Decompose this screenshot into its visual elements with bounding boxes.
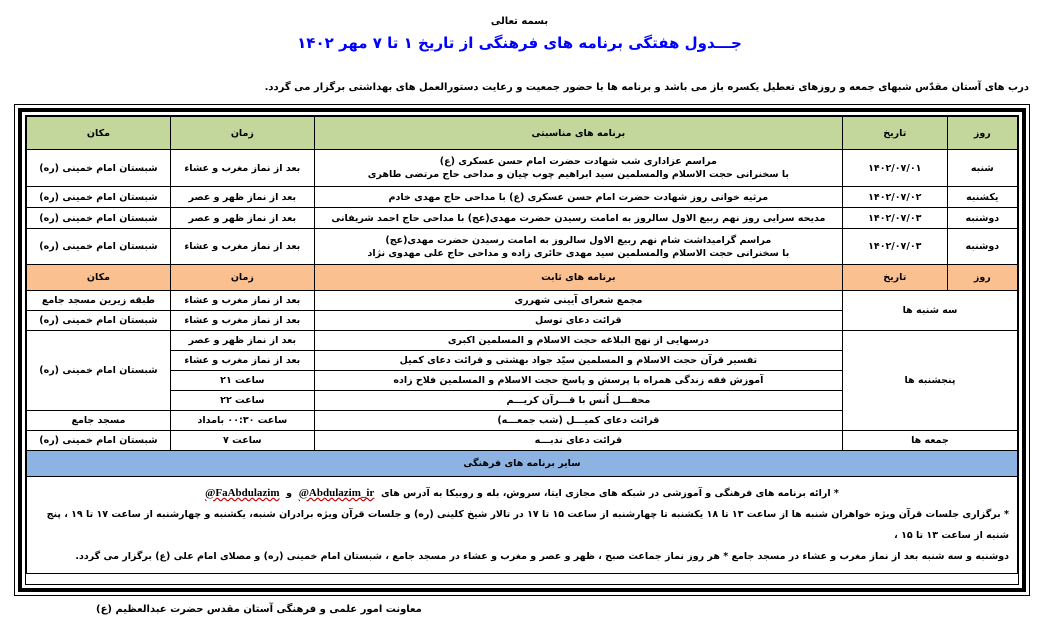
row-place: شبستان امام خمینی (ره)	[27, 311, 171, 331]
row-program: آموزش فقه زندگی همراه با پرسش و پاسخ حجت الاسلام و المسلمین فلاح زاده	[314, 371, 842, 391]
row-time: بعد از نماز مغرب و عشاء	[170, 351, 314, 371]
row-time: بعد از نماز ظهر و عصر	[170, 331, 314, 351]
occasional-header-row	[27, 117, 1018, 150]
header-date: تاریخ	[842, 117, 947, 150]
header-program: برنامه های ثابت	[314, 265, 842, 291]
note-congregational-prayer: دوشنبه و سه شنبه بعد از نماز مغرب و عشاء در مسجد جامع * هر روز نماز جماعت صبح ، ظهر و عصر و مغرب و عشاء در مسجد جامع ، شبستان امام خمینی (ره) و مصلای امام علی (ع) برگزار می گردد.	[75, 551, 1009, 562]
row-time: بعد از نماز مغرب و عشاء	[170, 291, 314, 311]
intro-text: درب های آستان مقدّس شبهای جمعه و روزهای تعطیل یکسره باز می باشد و برنامه ها با حضور جمعیت و رعایت دستورالعمل های بهداشتی برگزار می گردد.	[264, 82, 1029, 93]
row-place: شبستان امام خمینی (ره)	[27, 187, 171, 208]
other-header-row	[27, 451, 1018, 477]
row-time: ساعت ۲۱	[170, 371, 314, 391]
header-date: تاریخ	[842, 265, 947, 291]
row-day-group: جمعه ها	[842, 431, 1017, 451]
table-row	[27, 208, 1018, 229]
row-day-group: سه شنبه ها	[842, 291, 1017, 331]
row-program	[314, 229, 842, 265]
row-day: دوشنبه	[947, 208, 1017, 229]
table-container	[25, 115, 1019, 585]
notes-cell	[27, 477, 1018, 574]
row-program: مجمع شعرای آیینی شهرری	[314, 291, 842, 311]
header-day: روز	[947, 265, 1017, 291]
row-day: شنبه	[947, 150, 1017, 187]
row-program: قرائت دعای ندبـــه	[314, 431, 842, 451]
row-place: مسجد جامع	[27, 411, 171, 431]
header-day: روز	[947, 117, 1017, 150]
row-time: ساعت ۲۲	[170, 391, 314, 411]
program-line: با سخنرانی حجت الاسلام والمسلمین سید مهدی حائری زاده و مداحی حاج علی مهدوی نژاد	[367, 247, 790, 259]
schedule-table	[26, 116, 1018, 574]
row-date: ۱۴۰۲/۰۷/۰۳	[842, 229, 947, 265]
bismillah-heading: بسمه تعالی	[490, 16, 549, 27]
note-quran-sessions: * برگزاری جلسات قرآن ویژه خواهران شنبه ها از ساعت ۱۳ تا ۱۸ یکشنبه تا چهارشنبه از ساعت ۱۵ تا ۱۷ در تالار شیخ کلینی (ره) و جلسات قرآن ویژه برادران شنبه، یکشنبه و چهارشنبه از ساعت ۱۷ تا ۱۹ ، پنج شنبه از ساعت ۱۳ تا ۱۵ ،	[46, 509, 1009, 541]
table-row	[27, 291, 1018, 311]
header-time: زمان	[170, 265, 314, 291]
program-line: مراسم گرامیداشت شام نهم ربیع الاول سالروز به امامت رسیدن حضرت مهدی(عج)	[385, 234, 772, 246]
fixed-header-row	[27, 265, 1018, 291]
other-programs-header: سایر برنامه های فرهنگی	[27, 451, 1018, 477]
program-line: با سخنرانی حجت الاسلام والمسلمین سید ابراهیم چوب چیان و مداحی حاج مرتضی طاهری	[367, 169, 789, 180]
row-place: طبقه زیرین مسجد جامع	[27, 291, 171, 311]
table-frame-thick-border	[18, 108, 1026, 592]
note-social-text: * ارائه برنامه های فرهنگی و آموزشی در شبکه های مجازی ایتا، سروش، بله و روبیکا به آدرس های	[380, 488, 839, 499]
row-time: بعد از نماز ظهر و عصر	[170, 208, 314, 229]
row-program: تفسیر قرآن حجت الاسلام و المسلمین سیّد جواد بهشتی و قرائت دعای کمیل	[314, 351, 842, 371]
row-day: دوشنبه	[947, 229, 1017, 265]
row-day-group: پنجشنبه ها	[842, 331, 1017, 431]
row-place: شبستان امام خمینی (ره)	[27, 431, 171, 451]
row-time: بعد از نماز ظهر و عصر	[170, 187, 314, 208]
row-place: شبستان امام خمینی (ره)	[27, 150, 171, 187]
header-place: مکان	[27, 117, 171, 150]
note-social-media	[35, 483, 1009, 504]
table-row	[27, 187, 1018, 208]
row-time: بعد از نماز مغرب و عشاء	[170, 150, 314, 187]
table-frame	[14, 104, 1030, 596]
row-program: محفـــل اُنس با قـــرآن کریـــم	[314, 391, 842, 411]
row-place: شبستان امام خمینی (ره)	[27, 331, 171, 411]
and-word: و	[286, 488, 293, 499]
table-row	[27, 150, 1018, 187]
row-program: درسهایی از نهج البلاغه حجت الاسلام و المسلمین اکبری	[314, 331, 842, 351]
row-program	[314, 150, 842, 187]
row-place: شبستان امام خمینی (ره)	[27, 208, 171, 229]
notes-row	[27, 477, 1018, 574]
handle-faabdulazim[interactable]: @FaAbdulazim	[205, 487, 280, 499]
table-row	[27, 331, 1018, 351]
table-row	[27, 431, 1018, 451]
header-program: برنامه های مناسبتی	[314, 117, 842, 150]
row-date: ۱۴۰۲/۰۷/۰۱	[842, 150, 947, 187]
page-title: جـــدول هفتگی برنامه های فرهنگی از تاریخ ۱ تا ۷ مهر ۱۴۰۲	[297, 34, 742, 52]
program-line: مراسم عزاداری شب شهادت حضرت امام حسن عسکری (ع)	[439, 156, 717, 167]
row-date: ۱۴۰۲/۰۷/۰۳	[842, 208, 947, 229]
row-program: مرثیه خوانی روز شهادت حضرت امام حسن عسکری (ع) با مداحی حاج مهدی خادم	[314, 187, 842, 208]
table-row	[27, 229, 1018, 265]
handle-abdulazim-ir[interactable]: @Abdulazim_ir	[298, 487, 375, 499]
row-program: مدیحه سرایی روز نهم ربیع الاول سالروز به امامت رسیدن حضرت مهدی(عج) با مداحی حاج احمد شریفانی	[314, 208, 842, 229]
row-time: بعد از نماز مغرب و عشاء	[170, 311, 314, 331]
row-place: شبستان امام خمینی (ره)	[27, 229, 171, 265]
header-time: زمان	[170, 117, 314, 150]
header-place: مکان	[27, 265, 171, 291]
row-time: بعد از نماز مغرب و عشاء	[170, 229, 314, 265]
row-program: قرائت دعای کمیـــل (شب جمعـــه)	[314, 411, 842, 431]
row-date: ۱۴۰۲/۰۷/۰۲	[842, 187, 947, 208]
row-day: یکشنبه	[947, 187, 1017, 208]
row-program: قرائت دعای توسل	[314, 311, 842, 331]
footer-signature: معاونت امور علمی و فرهنگی آستان مقدس حضرت عبدالعظیم (ع)	[96, 604, 422, 615]
row-time: ساعت ۷	[170, 431, 314, 451]
row-time: ساعت ۰۰:۳۰ بامداد	[170, 411, 314, 431]
